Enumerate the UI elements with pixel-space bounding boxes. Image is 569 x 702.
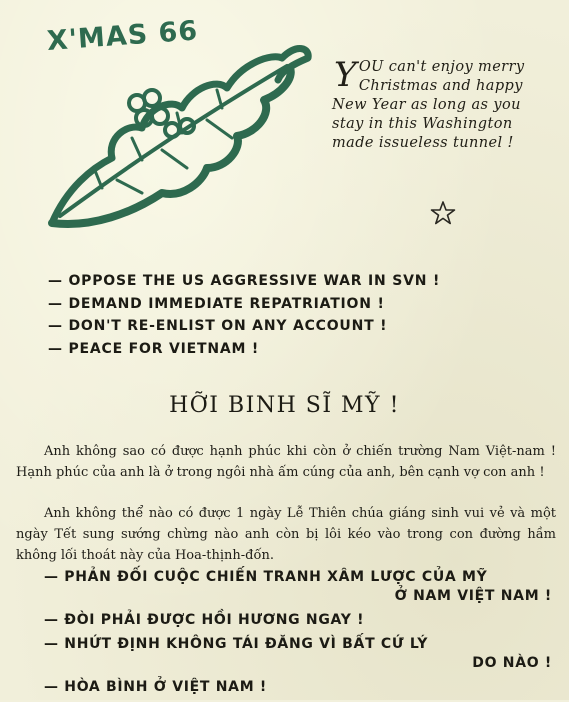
greeting-line: made issueless tunnel ! [332,135,514,151]
paragraph: Anh không sao có được hạnh phúc khi còn ở chiến trường Nam Việt-nam ! Hạnh phúc của anh là ở trong ngôi nhà ấm cúng của anh, bên cạnh vợ con anh ! [16,444,556,480]
greeting-line: stay in this Washington [332,116,513,132]
star-icon [430,200,456,226]
slogan-vn-line: — ĐÒI PHẢI ĐƯỢC HỒI HƯƠNG NGAY ! [44,612,365,628]
greeting-line: New Year as long as you [332,97,521,113]
english-slogans [48,270,440,360]
slogan-vn-line: — NHỨT ĐỊNH KHÔNG TÁI ĐĂNG VÌ BẤT CỨ LÝ [44,636,429,652]
greeting-message [332,55,557,153]
slogan-vn [44,611,556,630]
slogan-vn [44,568,556,606]
slogan-vn [44,678,556,697]
xmas-title: X'MAS 66 [46,15,200,57]
slogan-vn-line: — PHẢN ĐỐI CUỘC CHIẾN TRANH XÂM LƯỢC CỦA MỸ [44,569,488,585]
holly-leaf-icon [32,18,322,248]
slogan-vn-continuation: Ở NAM VIỆT NAM ! [394,588,552,604]
slogan-vn [44,635,556,673]
slogan-en: — DEMAND IMMEDIATE REPATRIATION ! [48,295,385,312]
slogan-en: — DON'T RE-ENLIST ON ANY ACCOUNT ! [48,318,388,334]
vietnamese-heading: HỠI BINH SĨ MỸ ! [169,393,400,418]
greeting-line: OU can't enjoy merry [358,59,525,75]
vietnamese-slogans [44,568,556,702]
slogan-en: — OPPOSE THE US AGGRESSIVE WAR IN SVN ! [48,273,441,289]
slogan-en: — PEACE FOR VIETNAM ! [48,340,260,357]
slogan-vn-line: — HÒA BÌNH Ở VIỆT NAM ! [44,679,267,695]
paragraph: Anh không thể nào có được 1 ngày Lễ Thiên chúa giáng sinh vui vẻ và một ngày Tết sung sướng chừng nào anh còn bị lôi kéo vào trong con đường hầm không lối thoát này của Hoa-thịnh-đốn. [16,506,556,563]
greeting-drop-cap: Y [334,55,357,95]
slogan-vn-continuation: DO NÀO ! [472,655,552,671]
greeting-line: Christmas and happy [358,78,523,94]
